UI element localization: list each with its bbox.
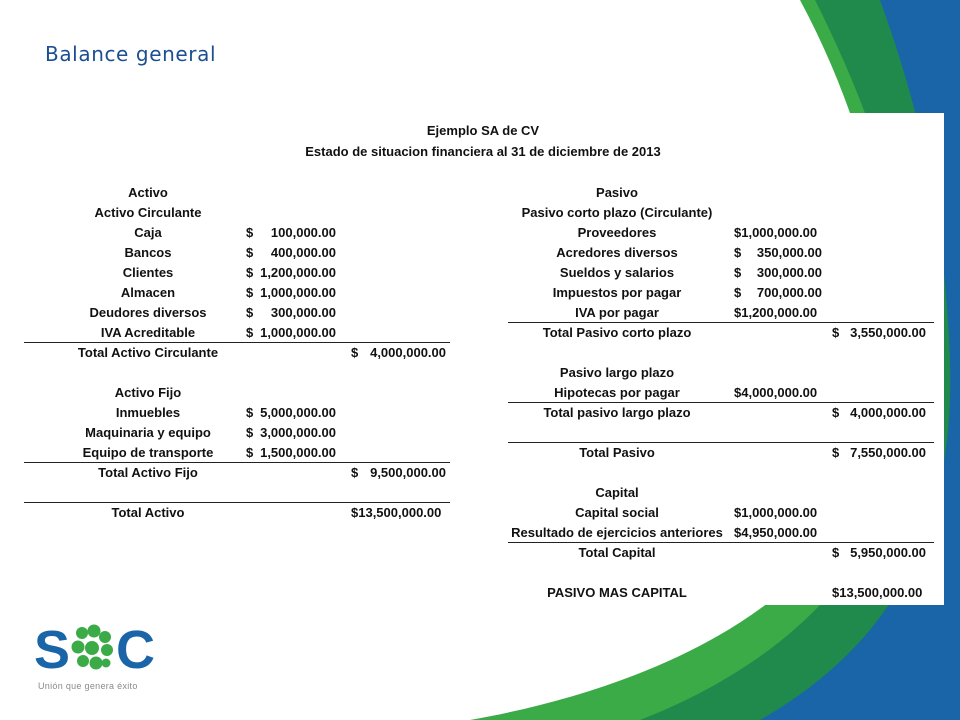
activo-circulante-row: Almacen $ 1,000,000.00 bbox=[22, 283, 944, 303]
total-capital: Total Capital $ 5,950,000.00 bbox=[22, 543, 944, 563]
statement-subtitle: Estado de situacion financiera al 31 de diciembre de 2013 bbox=[305, 144, 661, 159]
company-name: Ejemplo SA de CV bbox=[426, 123, 540, 138]
pasivo-corto-row-label: Impuestos por pagar bbox=[552, 285, 682, 300]
pasivo-corto-row-label: IVA por pagar bbox=[575, 305, 659, 320]
total-activo: Total Activo $13,500,000.00 bbox=[22, 503, 944, 523]
slide-title: Balance general bbox=[45, 42, 217, 66]
capital-row: Capital social $1,000,000.00 bbox=[22, 503, 944, 523]
pasivo-corto-row: Acredores diversos $ 350,000.00 bbox=[22, 243, 944, 263]
capital-heading-label: Capital bbox=[595, 485, 639, 500]
pasivo-corto-row-label: Acredores diversos bbox=[556, 245, 678, 260]
tagline: Unión que genera éxito bbox=[38, 681, 138, 691]
activo-circulante-row: IVA Acreditable $ 1,000,000.00 bbox=[22, 323, 944, 343]
activo-fijo-heading-label: Activo Fijo bbox=[114, 385, 182, 400]
svg-text:C: C bbox=[116, 622, 155, 674]
total-activo-label: Total Activo bbox=[111, 505, 185, 520]
cluster-icon bbox=[72, 625, 114, 670]
capital-row: Resultado de ejercicios anteriores $4,950,000.00 bbox=[22, 523, 944, 543]
activo-fijo-row: Maquinaria y equipo $ 3,000,000.00 bbox=[22, 423, 944, 443]
capital-row-label: Capital social bbox=[575, 505, 659, 520]
pasivo-corto-row: Impuestos por pagar $ 700,000.00 bbox=[22, 283, 944, 303]
balance-sheet bbox=[22, 113, 944, 605]
pasivo-corto-row-label: Sueldos y salarios bbox=[559, 265, 675, 280]
pasivo-corto-heading bbox=[22, 203, 944, 223]
capital-row-label: Resultado de ejercicios anteriores bbox=[511, 525, 723, 540]
activo-circulante-row-label: IVA Acreditable bbox=[100, 325, 196, 340]
activo-circulante-row-label: Caja bbox=[134, 225, 162, 240]
pasivo-corto-heading-label: Pasivo corto plazo (Circulante) bbox=[521, 205, 713, 220]
activo-heading-label: Activo bbox=[128, 185, 168, 200]
pasivo-mas-capital-label: PASIVO MAS CAPITAL bbox=[547, 585, 687, 600]
activo-circulante-row: Bancos $ 400,000.00 bbox=[22, 243, 944, 263]
pasivo-largo-heading-label: Pasivo largo plazo bbox=[559, 365, 675, 380]
pasivo-largo-row-label: Hipotecas por pagar bbox=[554, 385, 680, 400]
activo-fijo-row-label: Inmuebles bbox=[115, 405, 181, 420]
total-pasivo-corto-label: Total Pasivo corto plazo bbox=[542, 325, 692, 340]
total-pasivo: Total Pasivo $ 7,550,000.00 bbox=[22, 443, 944, 463]
activo-fijo-row: Inmuebles $ 5,000,000.00 bbox=[22, 403, 944, 423]
activo-circulante-row-label: Almacen bbox=[120, 285, 176, 300]
total-capital-label: Total Capital bbox=[578, 545, 656, 560]
activo-fijo-row: Equipo de transporte $ 1,500,000.00 bbox=[22, 443, 944, 463]
pasivo-corto-row: Sueldos y salarios $ 300,000.00 bbox=[22, 263, 944, 283]
total-pasivo-label: Total Pasivo bbox=[579, 445, 655, 460]
total-activo-circulante: Total Activo Circulante $ 4,000,000.00 bbox=[22, 343, 944, 363]
activo-circulante-row: Clientes $ 1,200,000.00 bbox=[22, 263, 944, 283]
pasivo-heading bbox=[22, 183, 944, 203]
soc-logo bbox=[34, 622, 162, 674]
activo-fijo-row-label: Maquinaria y equipo bbox=[85, 425, 211, 440]
pasivo-corto-row: Proveedores $1,000,000.00 bbox=[22, 223, 944, 243]
svg-text:S: S bbox=[34, 622, 71, 674]
pasivo-largo-row: Hipotecas por pagar $4,000,000.00 bbox=[22, 383, 944, 403]
activo-circulante-row-label: Bancos bbox=[124, 245, 172, 260]
pasivo-largo-heading bbox=[22, 363, 944, 383]
activo-fijo-row-label: Equipo de transporte bbox=[82, 445, 214, 460]
total-activo-fijo-label: Total Activo Fijo bbox=[98, 465, 198, 480]
total-activo-fijo: Total Activo Fijo $ 9,500,000.00 bbox=[22, 463, 944, 483]
total-pasivo-corto: Total Pasivo corto plazo $ 3,550,000.00 bbox=[22, 323, 944, 343]
activo-circulante-heading-label: Activo Circulante bbox=[94, 205, 202, 220]
total-activo-circulante-label: Total Activo Circulante bbox=[77, 345, 219, 360]
activo-circulante-row: Caja $ 100,000.00 bbox=[22, 223, 944, 243]
pasivo-corto-row-label: Proveedores bbox=[577, 225, 657, 240]
pasivo-mas-capital: PASIVO MAS CAPITAL $13,500,000.00 bbox=[22, 583, 944, 603]
activo-circulante-row-label: Clientes bbox=[122, 265, 174, 280]
activo-circulante-row-label: Deudores diversos bbox=[89, 305, 207, 320]
capital-heading bbox=[22, 483, 944, 503]
total-pasivo-largo-label: Total pasivo largo plazo bbox=[543, 405, 691, 420]
pasivo-heading-label: Pasivo bbox=[596, 185, 638, 200]
activo-circulante-row: Deudores diversos $ 300,000.00 bbox=[22, 303, 944, 323]
pasivo-corto-row: IVA por pagar $1,200,000.00 bbox=[22, 303, 944, 323]
total-pasivo-largo: Total pasivo largo plazo $ 4,000,000.00 bbox=[22, 403, 944, 423]
